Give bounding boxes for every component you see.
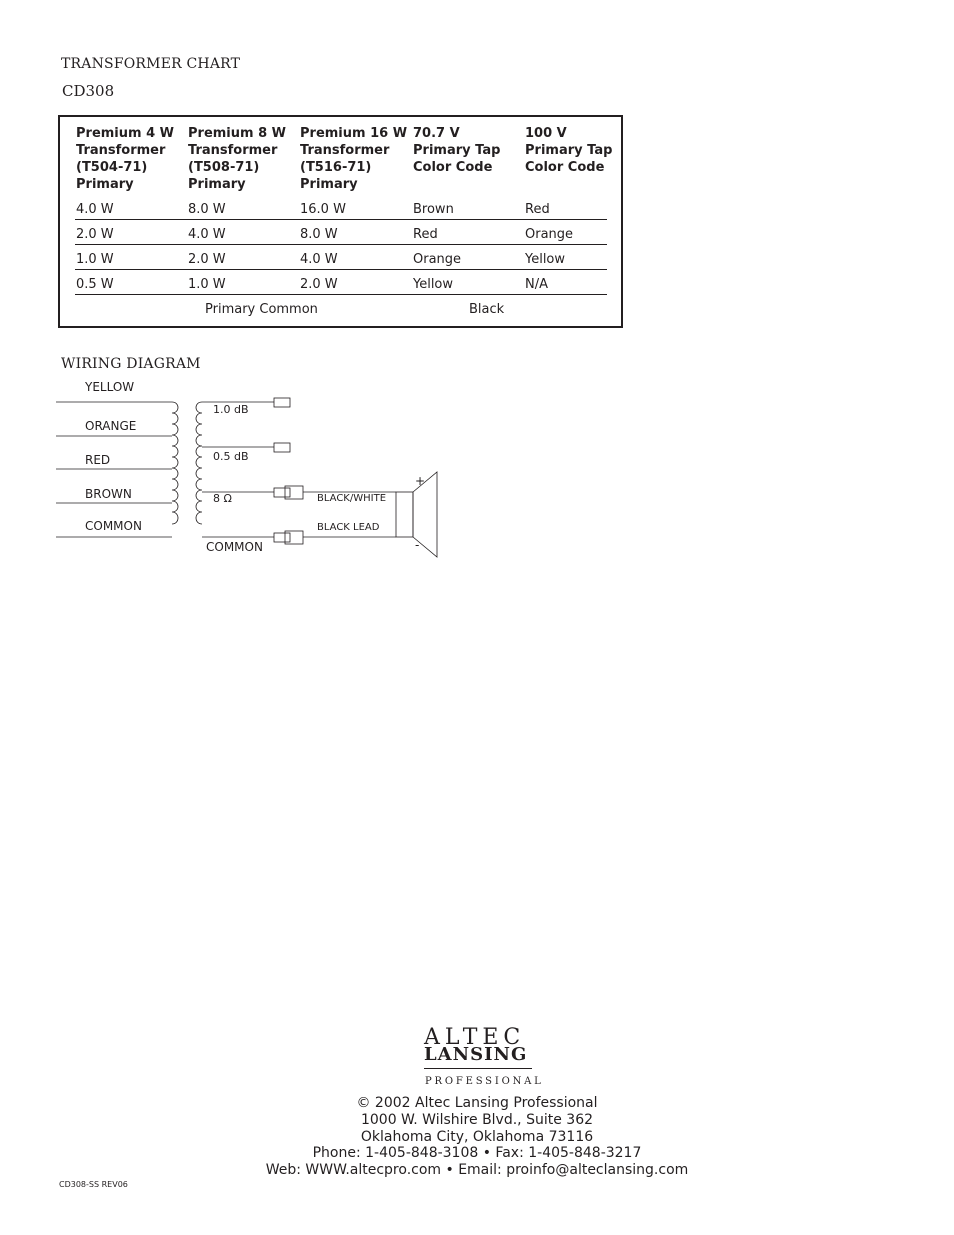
tap-label-8ohm: 8 Ω — [213, 492, 232, 505]
table-cell: 4.0 W — [188, 227, 226, 242]
logo-professional: PROFESSIONAL — [425, 1076, 544, 1087]
header-4w: Premium 4 W Transformer (T504-71) Primary — [76, 126, 174, 192]
lead-label-black: BLACK LEAD — [317, 522, 380, 533]
table-cell: 2.0 W — [300, 277, 338, 292]
table-cell: 8.0 W — [188, 202, 226, 217]
primary-common-label: Primary Common — [205, 302, 318, 317]
header-100v: 100 V Primary Tap Color Code — [525, 126, 613, 175]
footer-address-2: Oklahoma City, Oklahoma 73116 — [360, 1129, 594, 1145]
table-cell: 1.0 W — [188, 277, 226, 292]
tap-label-05db: 0.5 dB — [213, 450, 249, 463]
tap-terminal-2 — [274, 443, 290, 452]
doc-revision: CD308-SS REV06 — [59, 1180, 128, 1189]
table-cell: 4.0 W — [76, 202, 114, 217]
primary-label-brown: BROWN — [85, 487, 132, 501]
primary-label-common: COMMON — [85, 519, 142, 533]
secondary-coil-icon — [196, 402, 202, 524]
table-cell: 1.0 W — [76, 252, 114, 267]
table-cell: Orange — [413, 252, 462, 267]
table-cell: Yellow — [525, 252, 566, 267]
plus-sign: + — [415, 474, 426, 488]
table-cell: 0.5 W — [76, 277, 114, 292]
header-8w: Premium 8 W Transformer (T508-71) Primary — [188, 126, 286, 192]
table-cell: 4.0 W — [300, 252, 338, 267]
table-cell: 2.0 W — [188, 252, 226, 267]
table-cell: Red — [413, 227, 438, 242]
tap-label-1db: 1.0 dB — [213, 403, 249, 416]
secondary-common-label: COMMON — [206, 540, 263, 554]
header-16w: Premium 16 W Transformer (T516-71) Primary — [300, 126, 408, 192]
primary-label-red: RED — [85, 453, 111, 467]
footer-phone: Phone: 1-405-848-3108 • Fax: 1-405-848-3217 — [312, 1145, 642, 1161]
table-cell: Orange — [525, 227, 574, 242]
wiring-diagram — [0, 0, 954, 600]
header-70v: 70.7 V Primary Tap Color Code — [413, 126, 501, 175]
lead-label-black-white: BLACK/WHITE — [317, 493, 387, 504]
primary-label-yellow: YELLOW — [85, 380, 135, 394]
table-cell: 2.0 W — [76, 227, 114, 242]
logo-altec: ALTEC — [424, 1025, 526, 1050]
table-cell: N/A — [525, 277, 548, 292]
primary-coil-icon — [172, 402, 178, 524]
speaker-icon — [396, 492, 413, 537]
minus-sign: - — [415, 538, 420, 552]
tap-terminal-1 — [274, 398, 290, 407]
wiring-diagram-title: WIRING DIAGRAM — [61, 356, 201, 372]
table-cell: Yellow — [413, 277, 454, 292]
primary-label-orange: ORANGE — [85, 419, 137, 433]
footer-web: Web: WWW.altecpro.com • Email: proinfo@alteclansing.com — [265, 1162, 689, 1178]
table-cell: 8.0 W — [300, 227, 338, 242]
transformer-chart-title: TRANSFORMER CHART — [61, 56, 241, 72]
model-number: CD308 — [62, 82, 115, 100]
table-cell: Brown — [413, 202, 454, 217]
table-cell: 16.0 W — [300, 202, 346, 217]
primary-common-color: Black — [469, 302, 505, 317]
table-cell: Red — [525, 202, 550, 217]
logo-lansing: LANSING — [424, 1044, 528, 1065]
footer-address-1: 1000 W. Wilshire Blvd., Suite 362 — [360, 1112, 594, 1128]
footer-copyright: © 2002 Altec Lansing Professional — [356, 1095, 598, 1111]
logo-rule — [424, 1068, 532, 1069]
